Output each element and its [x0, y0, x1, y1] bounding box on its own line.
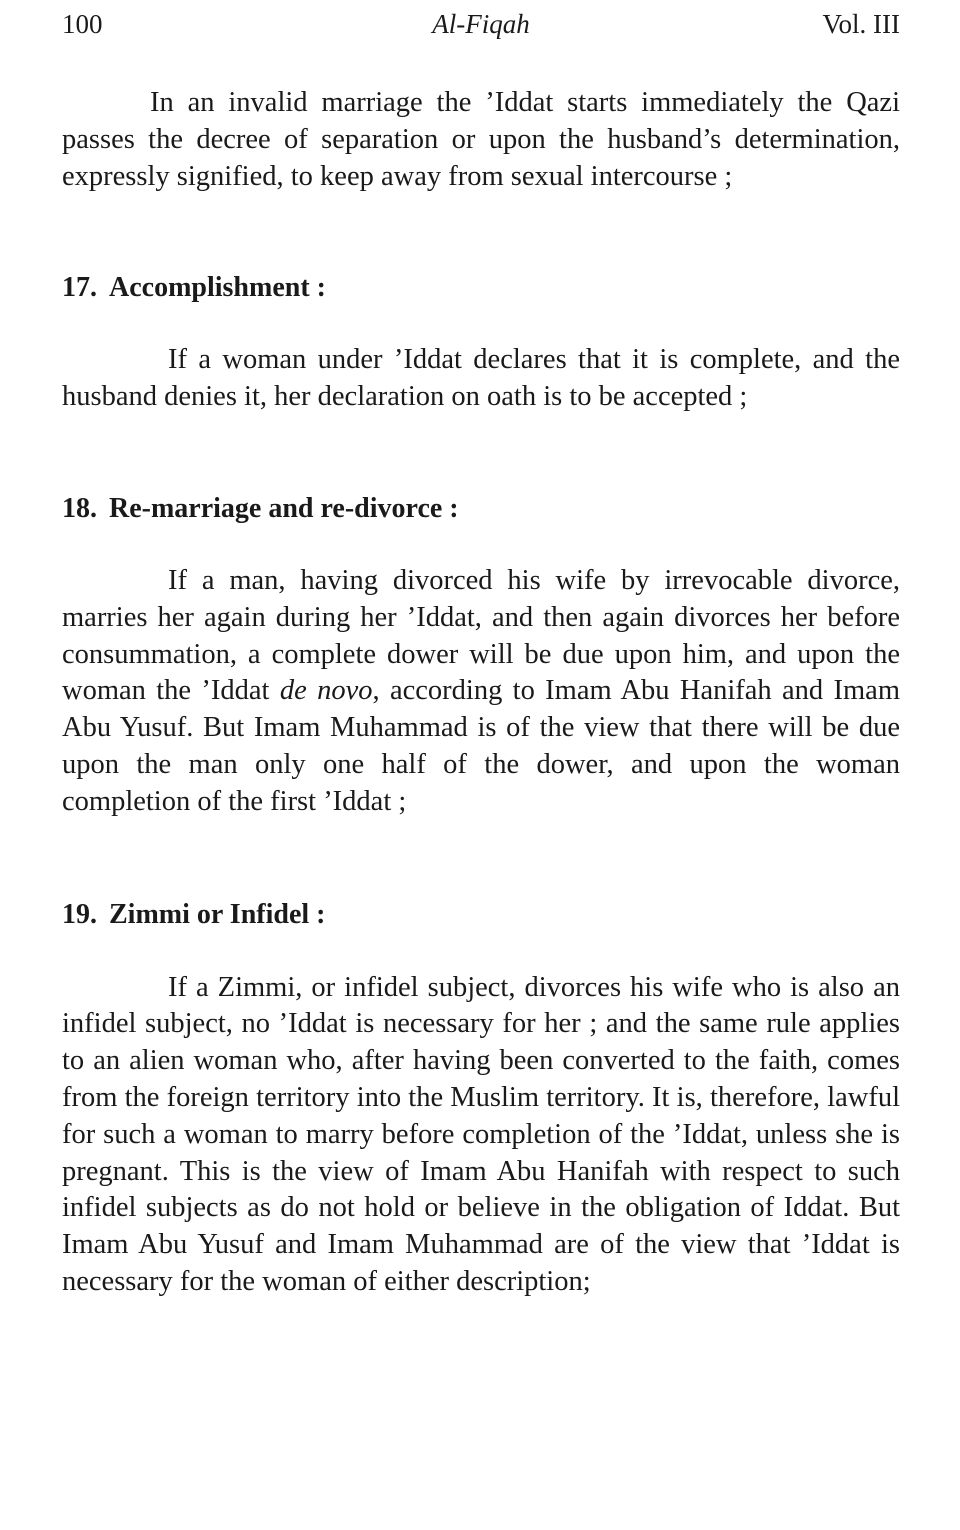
- paragraph-text: , according to Imam Abu Hanifah and Imam Abu Yusuf. But Imam Muhammad is of the view that there will be due upon the man only one half of the dower, and upon the woman completion of the first ’Iddat ;: [62, 675, 900, 817]
- section-title: Zimmi or Infidel :: [109, 898, 326, 930]
- volume-label: Vol. III: [822, 9, 900, 39]
- intro-paragraph: In an invalid marriage the ’Iddat starts immediately the Qazi passes the decree of separation or upon the husband’s determination, expressly signified, to keep away from sexual intercourse ;: [62, 87, 900, 192]
- latin-phrase: de novo: [279, 675, 373, 707]
- section-title: Accomplishment :: [109, 272, 326, 304]
- section-heading-18: [62, 491, 900, 527]
- book-title: Al-Fiqah: [432, 9, 530, 39]
- section-number: 18.: [62, 492, 97, 524]
- section-title: Re-marriage and re-divorce :: [109, 492, 459, 524]
- section-heading-17: [62, 270, 900, 306]
- book-page: [62, 0, 900, 1301]
- section-heading-19: [62, 897, 900, 933]
- section-paragraph-18: [62, 563, 900, 821]
- running-head: [62, 6, 900, 46]
- section-paragraph-17: If a woman under ’Iddat declares that it is complete, and the husband denies it, her declaration on oath is to be accepted ;: [62, 344, 900, 413]
- section-number: 19.: [62, 898, 97, 930]
- section-number: 17.: [62, 272, 97, 304]
- section-paragraph-19: If a Zimmi, or infidel subject, divorces his wife who is also an infidel subject, no ’Iddat is necessary for her ; and the same rule applies to an alien woman who, after having been converted to the faith, comes from the foreign territory into the Muslim territory. It is, therefore, lawful for such a woman to marry before completion of the ’Iddat, unless she is pregnant. This is the view of Imam Abu Hanifah with respect to such infidel subjects as do not hold or believe in the obligation of Iddat. But Imam Abu Yusuf and Imam Muhammad are of the view that ’Iddat is necessary for the woman of either description;: [62, 971, 900, 1297]
- paragraph-text: If a man, having divorced his wife by irrevocable divorce, marries her again during her ’Iddat, and then again divorces her before consummation, a complete dower will be due upon him, and upon the woman the ’Iddat: [62, 564, 900, 707]
- page-number: 100: [62, 9, 103, 39]
